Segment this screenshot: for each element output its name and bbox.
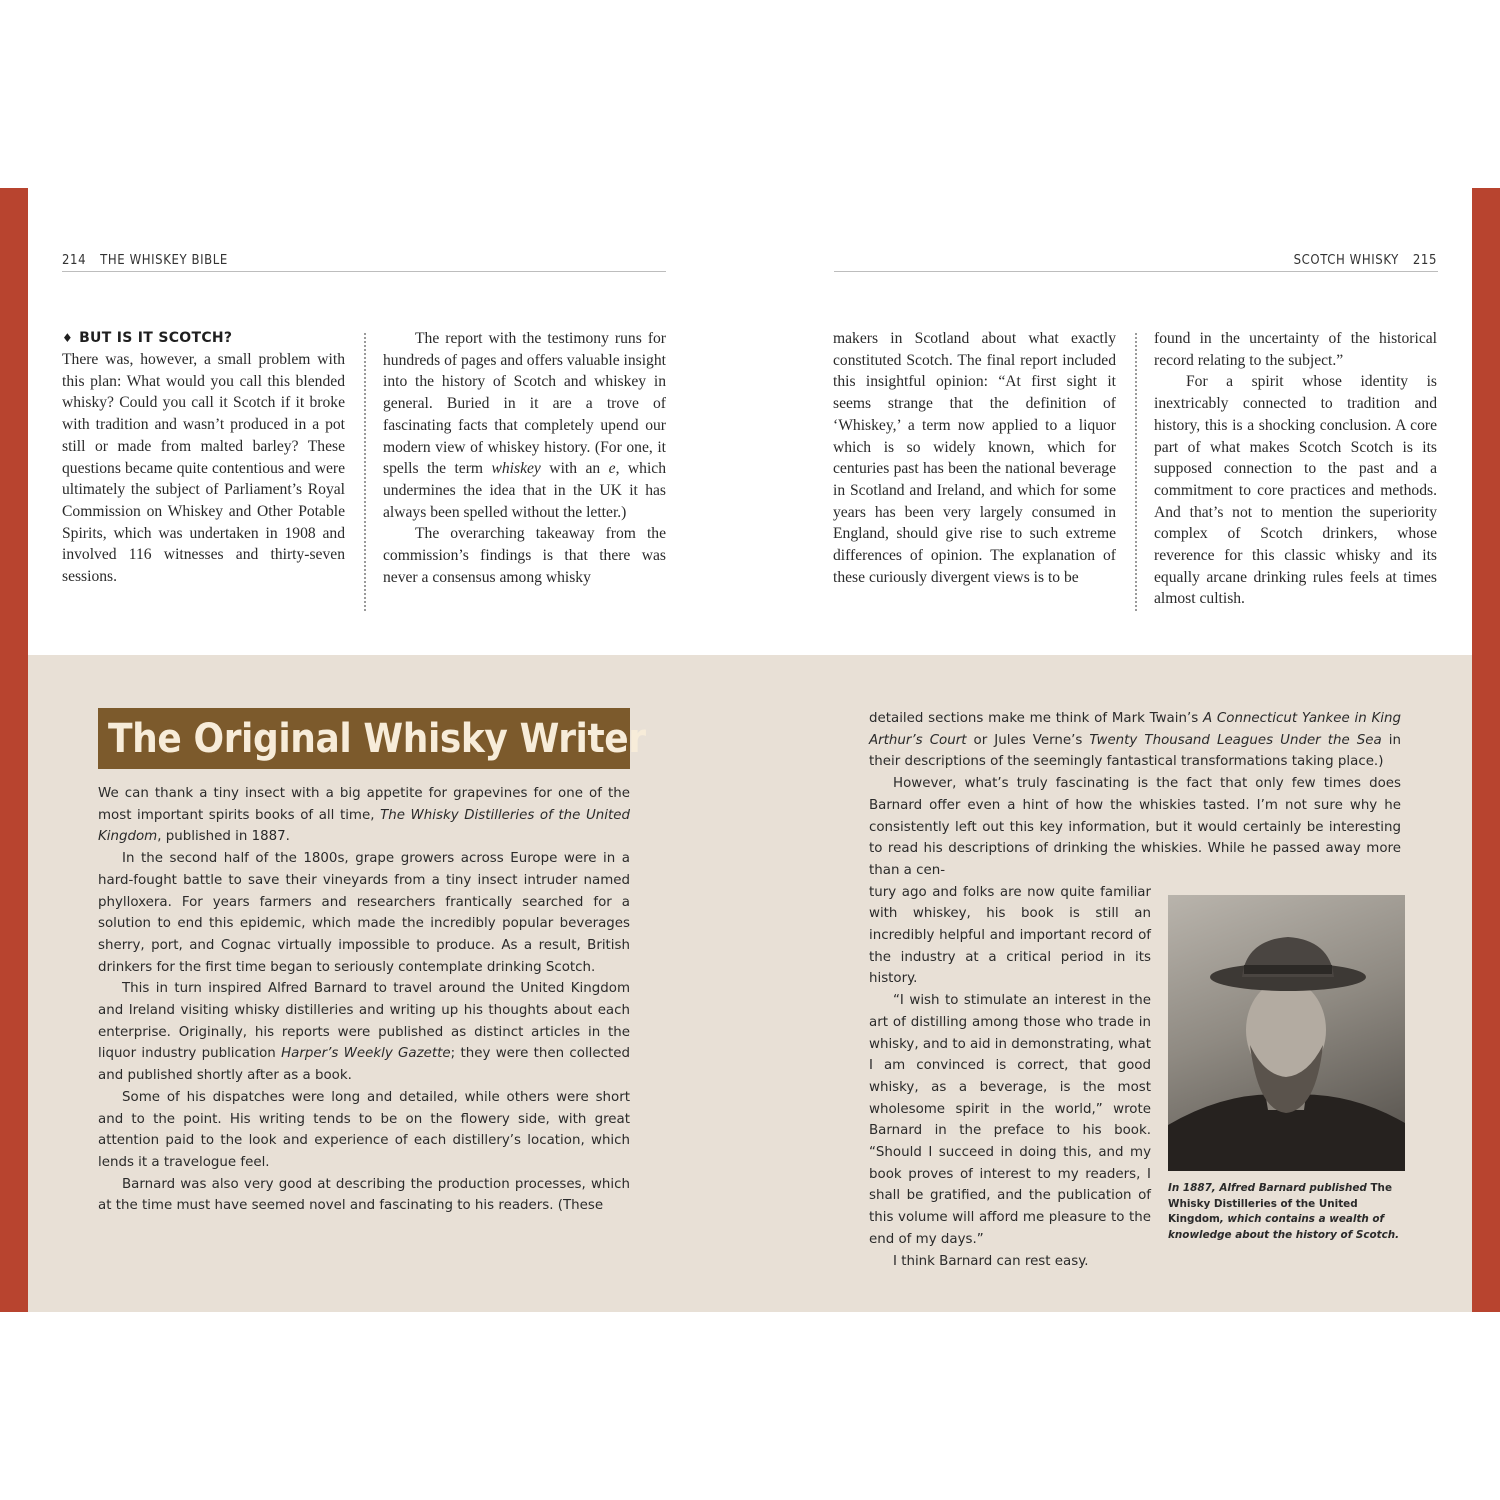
col2-paragraph-1 [383,328,666,523]
sidebar-right-p2-continued: tury ago and folks are now quite familiar with whiskey, his book is still an incredibly helpful and important record of the industry at a critical period in its history. [869,884,1151,987]
section-heading-text: BUT IS IT SCOTCH? [79,330,233,346]
sidebar-right-p4: I think Barnard can rest easy. [893,1253,1089,1269]
barnard-portrait-photo [1168,895,1405,1171]
sidebar-right-p1 [869,708,1401,773]
left-book-title: THE WHISKEY BIBLE [100,252,228,268]
caption-text-b: , which contains a wealth of knowledge about the history of Scotch. [1168,1213,1400,1241]
diamond-icon: ♦ [62,331,74,345]
sidebar-left-book-title: The Whisky Distilleries of the United Kingdom [98,807,630,845]
photo-caption [1168,1181,1408,1243]
right-header-rule [834,271,1438,272]
sidebar-left-p3-b: ; they were then collected and published shortly after as a book. [98,1046,630,1084]
book-spread [0,188,1500,1312]
sidebar-left-p4: Some of his dispatches were long and detailed, while others were short and to the point. His writing tends to be on the flowery side, with great attention paid to the look and experience of each distillery’s location, which lends it a travelogue feel. [98,1089,630,1170]
right-running-head [1294,250,1437,270]
left-edge-band [0,188,28,1312]
col2-p1-italic-whiskey: whiskey [491,460,541,478]
right-page-number: 215 [1412,252,1437,268]
col2-p1-text-b: with an [540,460,609,478]
sidebar-left-publication: Harper’s Weekly Gazette [281,1046,451,1062]
portrait-illustration [1168,895,1405,1171]
left-running-head [62,250,228,270]
sidebar-right-p3: “I wish to stimulate an interest in the art of distilling among those who trade in whisky, and to aid in demonstrating, what I am convinced is correct, that good whisky, as a beverage, is the most wholesome spirit in the world,” wrote Barnard in the preface to his book. “Should I succeed in doing this, and my book proves of interest to my readers, I shall be gratified, and the publication of this volume will afford me pleasure to the end of my days.” [869,993,1151,1247]
sidebar-left-p2: In the second half of the 1800s, grape growers across Europe were in a hard-fought battle to save their vineyards from a tiny insect intruder named phylloxera. For years farmers and researchers frantically searched for a solution to end this epidemic, which made the incredibly popular beverages sherry, port, and Cognac virtually impossible to produce. As a result, British drinkers for the first time began to seriously contemplate drinking Scotch. [98,851,630,975]
body-column-4 [1154,328,1437,610]
col3-paragraph: makers in Scotland about what exactly constituted Scotch. The final report included this insightful opinion: “At first sight it seems strange that the definition of ‘Whiskey,’ a term now applied to a liquor which is so widely known, which for centuries past has been the national beverage in Scotland and Ireland, and which for some years has been very largely consumed in England, should give rise to such extreme differences of opinion. The explanation of these curiously divergent views is to be [833,330,1116,586]
sidebar-right-verne-title: Twenty Thousand Leagues Under the Sea [1089,732,1382,748]
sidebar-left-p5: Barnard was also very good at describing the production processes, which at the time must have seemed novel and fascinating to his readers. (These [98,1176,630,1214]
left-header-rule [62,271,666,272]
sidebar-left-p3-a: This in turn inspired Alfred Barnard to travel around the United Kingdom and Ireland visiting whisky distilleries and writing up his thoughts about each enterprise. Originally, his reports were published as distinct articles in the liquor industry publication [98,981,630,1062]
sidebar-right-p1-a: detailed sections make me think of Mark Twain’s [869,711,1203,726]
right-edge-band [1472,188,1500,1312]
section-heading [62,328,345,349]
sidebar-title: The Original Whisky Writer [108,715,646,762]
sidebar-left-p3 [98,978,630,1087]
col4-paragraph-2: For a spirit whose identity is inextricably connected to tradition and history, this is a shocking conclusion. A core part of what makes Scotch Scotch is its supposed connection to the past and a commitment to core practices and methods. And that’s not to mention the superiority complex of Scotch drinkers, whose reverence for this classic whisky and its equally arcane drinking rules feels at times almost cultish. [1154,373,1437,608]
body-column-1 [62,328,345,588]
sidebar-left-p1 [98,783,630,848]
sidebar-box [28,655,1472,1312]
col4-paragraph-1: found in the uncertainty of the historical record relating to the subject.” [1154,330,1437,369]
caption-text-a: In 1887, Alfred Barnard published [1168,1182,1371,1194]
sidebar-right-p2: However, what’s truly fascinating is the fact that only few times does Barnard offer even a hint of how the whiskies tasted. I’m not sure why he consistently left out this key information, but it would certainly be interesting to read his descriptions of drinking the whiskies. While he passed away more than a cen- [869,776,1401,878]
col2-p1-text-a: The report with the testimony runs for hundreds of pages and offers valuable insight into the history of Scotch and whiskey in general. Buried in it are a trove of fascinating facts that completely upend our modern view of whiskey history. (For one, it spells the term [383,330,666,478]
col2-p1-text-c: , which undermines the idea that in the UK it has always been spelled without the letter.) [383,460,667,521]
body-column-2 [383,328,666,588]
caption-book-title: The Whisky Distilleries of the United Kingdom [1168,1182,1392,1226]
column-divider-left [364,333,366,611]
left-page-number: 214 [62,252,87,268]
sidebar-right-p1-c: in their descriptions of the seemingly fantastical transformations taking place.) [869,732,1402,770]
col2-paragraph-2: The overarching takeaway from the commission’s findings is that there was never a consensus among whisky [383,525,666,586]
sidebar-right-p1-b: or Jules Verne’s [966,732,1090,748]
sidebar-left-column [98,783,630,1217]
sidebar-right-twain-title: A Connecticut Yankee in King Arthur’s Court [869,711,1401,748]
column-divider-right [1135,333,1137,611]
sidebar-title-box [98,708,646,769]
col2-p1-italic-e: e [608,460,616,478]
sidebar-left-p1-a: We can thank a tiny insect with a big appetite for grapevines for one of the most important spirits books of all time, [98,786,630,823]
body-column-3 [833,328,1116,588]
sidebar-left-p1-b: , published in 1887. [157,829,290,845]
right-chapter-title: SCOTCH WHISKY [1293,252,1399,268]
col1-paragraph: There was, however, a small problem with this plan: What would you call this blended whisky? Could you call it Scotch if it broke with tradition and wasn’t produced in a pot still or made from malted barley? These questions became quite contentious and were ultimately the subject of Parliament’s Royal Commission on Whiskey and Other Potable Spirits, which was undertaken in 1908 and involved 116 witnesses and thirty-seven sessions. [62,351,345,586]
